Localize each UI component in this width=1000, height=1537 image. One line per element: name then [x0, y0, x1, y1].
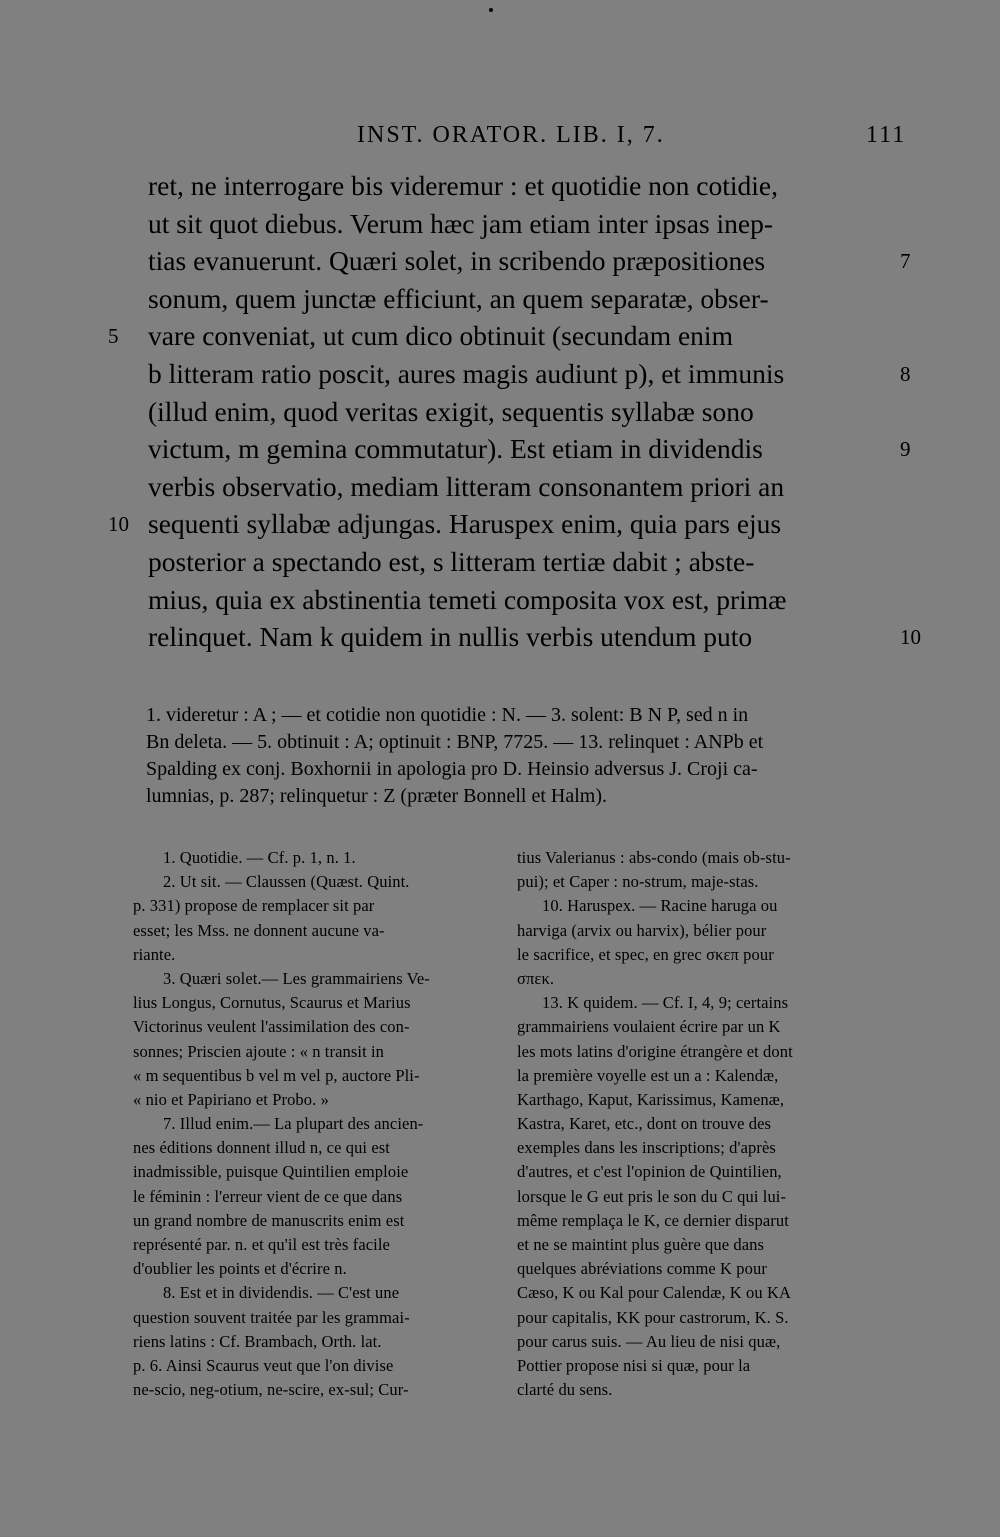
- note-line: pour capitalis, KK pour castrorum, K. S.: [517, 1307, 789, 1327]
- note-line: riante.: [133, 944, 176, 964]
- note-line: pour carus suis. — Au lieu de nisi quæ,: [517, 1331, 781, 1351]
- note-line: lius Longus, Cornutus, Scaurus et Marius: [133, 993, 411, 1013]
- note-line: « m sequentibus b vel m vel p, auctore Pli-: [133, 1065, 420, 1085]
- text-line: b litteram ratio poscit, aures magis audiunt p), et immunis: [148, 358, 785, 389]
- note-line: p. 331) propose de remplacer sit par: [133, 896, 375, 916]
- note-line: représenté par. n. et qu'il est très facile: [133, 1235, 390, 1254]
- commentary-column-left: [133, 846, 493, 1402]
- note-line: inadmissible, puisque Quintilien emploie: [133, 1162, 409, 1182]
- note-line: Cæso, K ou Kal pour Calendæ, K ou KA: [517, 1283, 792, 1303]
- note-line: pui); et Caper : no-strum, maje-stas.: [517, 872, 759, 892]
- text-line: vare conveniat, ut cum dico obtinuit (secundam enim: [148, 320, 733, 352]
- note-line: σπεκ.: [517, 968, 555, 988]
- text-line: ut sit quot diebus. Verum hæc jam etiam inter ipsas inep-: [148, 207, 774, 239]
- note-line: question souvent traitée par les grammai-: [133, 1307, 410, 1327]
- note-line: ne-scio, neg-otium, ne-scire, ex-sul; Cur-: [133, 1380, 409, 1400]
- note-line: 3. Quæri solet.— Les grammairiens Ve-: [163, 968, 430, 988]
- text-line: verbis observatio, mediam litteram consonantem priori an: [148, 470, 785, 502]
- apparatus-line: 1. videretur : A ; — et cotidie non quotidie : N. — 3. solent: B N P, sed n in: [146, 704, 749, 726]
- text-line: relinquet. Nam k quidem in nullis verbis utendum puto: [148, 621, 753, 653]
- apparatus-line: Spalding ex conj. Boxhornii in apologia pro D. Heinsio adversus J. Croji ca-: [146, 758, 758, 780]
- text-line: (illud enim, quod veritas exigit, sequentis syllabæ sono: [148, 395, 754, 427]
- note-line: 7. Illud enim.— La plupart des ancien-: [163, 1114, 424, 1134]
- page-number: 111: [866, 122, 907, 148]
- note-line: Karthago, Kaput, Karissimus, Kamenæ,: [517, 1089, 785, 1109]
- note-line: nes éditions donnent illud n, ce qui est: [133, 1138, 390, 1158]
- note-line: harviga (arvix ou harvix), bélier pour: [517, 920, 767, 940]
- text-line: victum, m gemina commutatur). Est etiam in dividendis: [148, 433, 763, 465]
- print-speck: [489, 8, 493, 12]
- text-line: sonum, quem junctæ efficiunt, an quem separatæ, obser-: [148, 282, 769, 314]
- note-line: 8. Est et in dividendis. — C'est une: [163, 1283, 400, 1303]
- note-line: tius Valerianus : abs-condo (mais ob-stu-: [517, 848, 791, 867]
- note-line: d'autres, et c'est l'opinion de Quintilien,: [517, 1162, 782, 1182]
- note-line: clarté du sens.: [517, 1380, 613, 1400]
- commentary-column-right: [517, 846, 877, 1402]
- note-line: p. 6. Ainsi Scaurus veut que l'on divise: [133, 1355, 394, 1375]
- note-line: le sacrifice, et spec, en grec σκεπ pour: [517, 944, 774, 964]
- text-line: ret, ne interrogare bis videremur : et quotidie non cotidie,: [148, 170, 779, 201]
- note-line: la première voyelle est un a : Kalendæ,: [517, 1065, 779, 1085]
- note-line: et ne se maintint plus guère que dans: [517, 1235, 765, 1254]
- note-line: même remplaça le K, ce dernier disparut: [517, 1210, 789, 1230]
- running-title: INST. ORATOR. LIB. I, 7.: [357, 122, 665, 148]
- apparatus-line: lumnias, p. 287; relinquetur : Z (præter Bonnell et Halm).: [146, 785, 608, 807]
- note-line: riens latins : Cf. Brambach, Orth. lat.: [133, 1331, 382, 1351]
- note-line: exemples dans les inscriptions; d'après: [517, 1138, 776, 1158]
- note-line: 1. Quotidie. — Cf. p. 1, n. 1.: [163, 848, 356, 867]
- note-line: « nio et Papiriano et Probo. »: [133, 1089, 329, 1109]
- note-line: d'oublier les points et d'écrire n.: [133, 1259, 347, 1279]
- section-number: 9: [900, 437, 911, 462]
- section-number: 10: [900, 625, 921, 650]
- note-line: quelques abréviations comme K pour: [517, 1259, 767, 1279]
- note-line: sonnes; Priscien ajoute : « n transit in: [133, 1041, 385, 1061]
- running-header: [0, 116, 1000, 156]
- note-line: 13. K quidem. — Cf. I, 4, 9; certains: [542, 993, 789, 1013]
- text-line: tias evanuerunt. Quæri solet, in scribendo præpositiones: [148, 245, 766, 277]
- note-line: le féminin : l'erreur vient de ce que dans: [133, 1186, 403, 1206]
- note-line: esset; les Mss. ne donnent aucune va-: [133, 920, 385, 940]
- note-line: 2. Ut sit. — Claussen (Quæst. Quint.: [163, 872, 410, 892]
- note-line: grammairiens voulaient écrire par un K: [517, 1017, 781, 1037]
- text-line: posterior a spectando est, s litteram tertiæ dabit ; abste-: [148, 546, 755, 577]
- note-line: un grand nombre de manuscrits enim est: [133, 1210, 405, 1230]
- apparatus-line: Bn deleta. — 5. obtinuit : A; optinuit : BNP, 7725. — 13. relinquet : ANPb et: [146, 731, 764, 753]
- line-number: 5: [108, 324, 119, 349]
- note-line: les mots latins d'origine étrangère et dont: [517, 1041, 793, 1061]
- text-line: mius, quia ex abstinentia temeti composita vox est, primæ: [148, 583, 787, 615]
- note-line: 10. Haruspex. — Racine haruga ou: [542, 896, 778, 916]
- section-number: 8: [900, 362, 911, 386]
- note-line: Victorinus veulent l'assimilation des con-: [133, 1017, 410, 1037]
- text-line: sequenti syllabæ adjungas. Haruspex enim, quia pars ejus: [148, 508, 782, 540]
- note-line: Kastra, Karet, etc., dont on trouve des: [517, 1114, 772, 1134]
- note-line: Pottier propose nisi si quæ, pour la: [517, 1355, 751, 1375]
- line-number: 10: [108, 512, 129, 537]
- note-line: lorsque le G eut pris le son du C qui lui-: [517, 1186, 787, 1206]
- section-number: 7: [900, 249, 911, 274]
